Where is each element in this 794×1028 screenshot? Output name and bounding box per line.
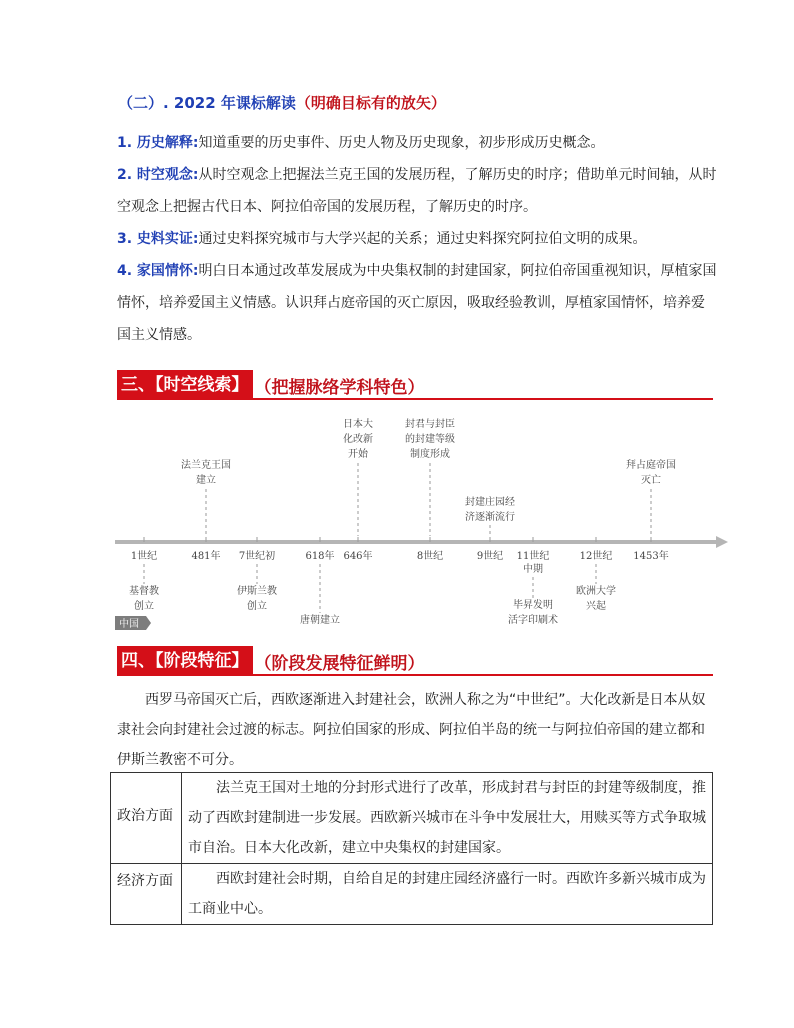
timeline-event-label: 济逐渐流行: [465, 512, 515, 523]
standard-item-label: 2. 时空观念:: [117, 167, 199, 183]
standard-item: [117, 255, 717, 351]
stage-section-badge: 四、【阶段特征】: [117, 646, 253, 676]
standard-item-text: 从时空观念上把握法兰克王国的发展历程，了解历史的时序；借助单元时间轴，从时空观念上把握古代日本、阿拉伯帝国的发展历程，了解历史的时序。: [117, 167, 717, 215]
timeline-tick-label: 9世纪: [476, 551, 504, 562]
timeline-diagram: [110, 415, 730, 650]
table-content-cell: 西欧封建社会时期，自给自足的封建庄园经济盛行一时。西欧许多新兴城市成为工商业中心。: [182, 864, 713, 925]
timeline-event-label: 封君与封臣: [405, 419, 455, 430]
timeline-event-label: 开始: [348, 449, 368, 460]
intro-paragraph: 西罗马帝国灭亡后，西欧逐渐进入封建社会，欧洲人称之为“中世纪”。大化改新是日本从奴隶社会向封建社会过渡的标志。阿拉伯国家的形成、阿拉伯半岛的统一与阿拉伯帝国的建立都和伊斯兰教密不可分。: [117, 692, 706, 768]
timeline-event-label: 封建庄园经: [465, 497, 515, 508]
timeline-event-label: 创立: [247, 601, 267, 612]
timeline-section-heading: [117, 370, 425, 400]
table-category-cell: 经济方面: [111, 864, 182, 925]
section-divider: [117, 398, 713, 400]
timeline-tick-label: 646年: [343, 551, 373, 562]
standard-item-label: 1. 历史解释:: [117, 135, 199, 151]
table-category-cell: 政治方面: [111, 773, 182, 864]
timeline-tick-label: 618年: [305, 551, 335, 562]
timeline-arrow-icon: [716, 536, 728, 548]
timeline-tick-label: 11世纪: [516, 551, 550, 562]
timeline-tick-label: 7世纪初: [238, 551, 276, 562]
timeline-tick-label: 8世纪: [416, 551, 444, 562]
china-tag-label: 中国: [119, 619, 139, 630]
timeline-section-subtitle: （把握脉络学科特色）: [254, 377, 425, 398]
china-tag: [115, 616, 151, 630]
timeline-event-label: 兴起: [586, 601, 606, 612]
timeline-event-label: 法兰克王国: [181, 460, 231, 471]
timeline-tick-label: 481年: [191, 551, 221, 562]
standard-item-text: 明白日本通过改革发展成为中央集权制的封建国家，阿拉伯帝国重视知识，厚植家国情怀，培养爱国主义情感。认识拜占庭帝国的灭亡原因，吸取经验教训，厚植家国情怀，培养爱国主义情感。: [117, 263, 717, 343]
timeline-event-label: 唐朝建立: [300, 615, 340, 626]
timeline-event-label: 拜占庭帝国: [626, 460, 676, 471]
timeline-tick-label: 中期: [523, 564, 543, 575]
timeline-event-label: 灭亡: [641, 475, 661, 486]
standard-item: [117, 159, 717, 223]
timeline-event-label: 化改新: [343, 434, 373, 445]
standard-item-text: 通过史料探究城市与大学兴起的关系；通过史料探究阿拉伯文明的成果。: [198, 231, 647, 247]
timeline-event-label: 日本大: [343, 419, 373, 430]
stage-section-subtitle: （阶段发展特征鲜明）: [254, 653, 425, 674]
timeline-event-label: 活字印刷术: [508, 615, 558, 626]
standard-item: [117, 127, 717, 159]
standards-heading: [118, 92, 446, 113]
timeline-section-badge: 三、【时空线索】: [117, 370, 253, 400]
timeline-event-label: 伊斯兰教: [237, 586, 277, 597]
stage-section-heading: [117, 646, 425, 676]
table-row: [111, 773, 713, 864]
timeline-event-label: 的封建等级: [405, 434, 455, 445]
standard-item-label: 3. 史料实证:: [117, 231, 199, 247]
standards-heading-title: （二）. 2022 年课标解读: [118, 94, 296, 112]
standard-item-text: 知道重要的历史事件、历史人物及历史现象，初步形成历史概念。: [198, 135, 605, 151]
timeline-tick-label: 12世纪: [579, 551, 613, 562]
timeline-event-label: 创立: [134, 601, 154, 612]
timeline-event-label: 建立: [196, 475, 216, 486]
timeline-event-label: 欧洲大学: [576, 586, 616, 597]
timeline-event-label: 毕昇发明: [513, 600, 553, 611]
timeline-tick-label: 1453年: [633, 551, 669, 562]
features-table: [110, 772, 713, 925]
timeline-tick-label: 1世纪: [130, 551, 158, 562]
table-row: [111, 864, 713, 925]
section-divider: [117, 674, 713, 676]
table-content-cell: 法兰克王国对土地的分封形式进行了改革，形成封君与封臣的封建等级制度，推动了西欧封建制进一步发展。西欧新兴城市在斗争中发展壮大，用赎买等方式争取城市自治。日本大化改新，建立中央集权的封建国家。: [182, 773, 713, 864]
standard-item: [117, 223, 717, 255]
standard-item-label: 4. 家国情怀:: [117, 263, 199, 279]
standards-heading-note: （明确目标有的放矢）: [295, 94, 446, 112]
timeline-event-label: 基督教: [129, 586, 159, 597]
timeline-event-label: 制度形成: [410, 449, 450, 460]
